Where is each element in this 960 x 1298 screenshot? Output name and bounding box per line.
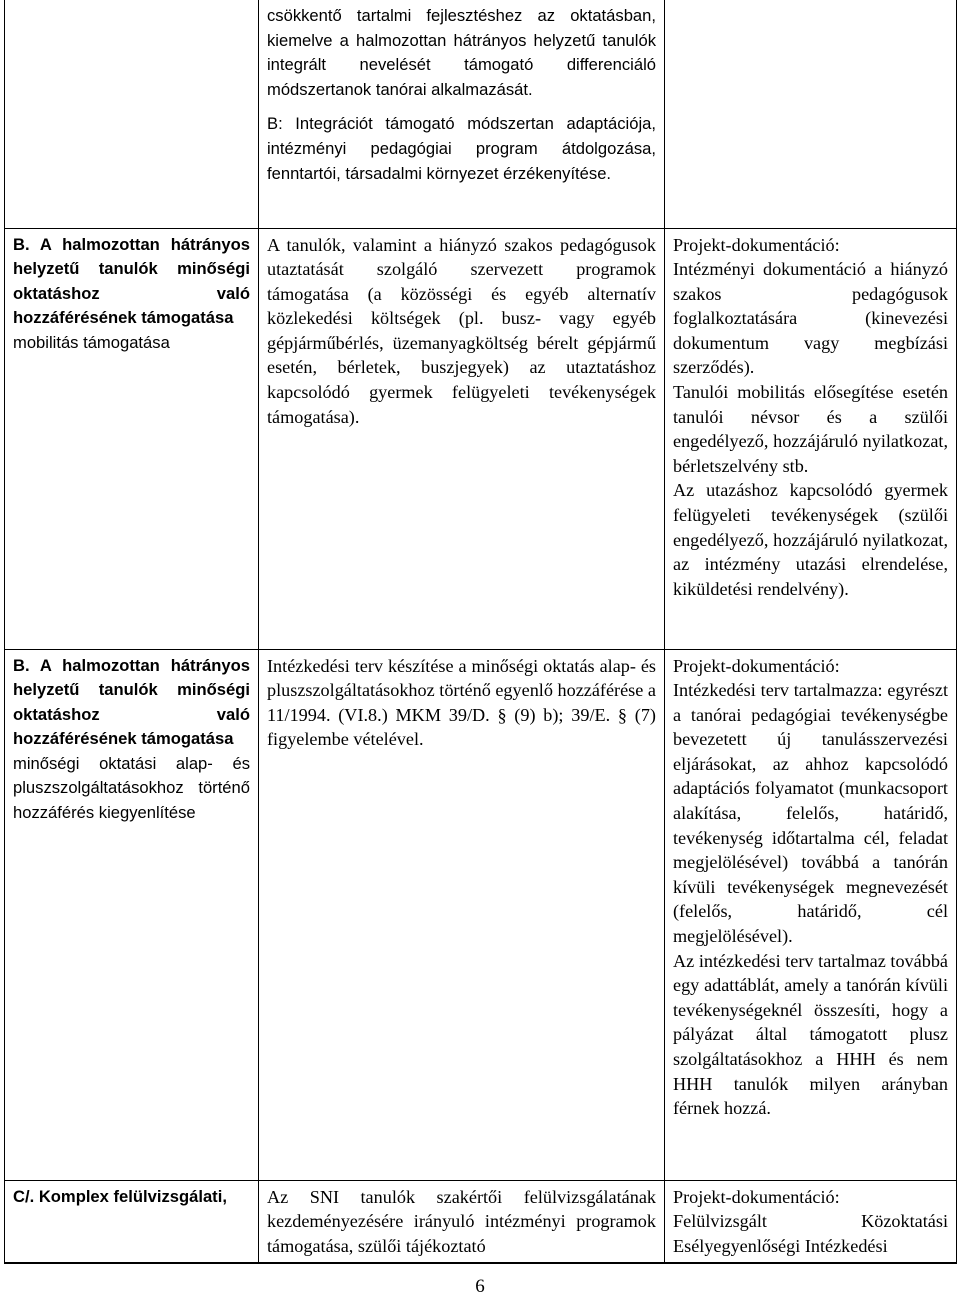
row-2-criterion-subtitle: minőségi oktatási alap- és pluszszolgáltatásokhoz történő hozzáférés kiegyenlítése	[13, 753, 250, 823]
row-2-doc-heading: Projekt-dokumentáció:	[673, 655, 840, 676]
row-2-activity-cell	[259, 649, 665, 1180]
row-0-activity-cell	[259, 0, 665, 228]
row-2-documentation-cell	[665, 649, 957, 1180]
row-3-documentation-cell	[665, 1180, 957, 1263]
row-3-criterion-title: C/. Komplex felülvizsgálati,	[13, 1186, 227, 1206]
row-2-doc-paragraph: Intézkedési terv tartalmazza: egyrészt a tanórai pedagógiai tevékenységbe bevezetett új tanulásszervezési eljárásokat, az ahhoz kapcsolódó adaptációs folyamatot (munkacsoport alakítása, felelős, határidő, tevékenység időtartalma cél, feladat megjelölésével) továbbá a tanórán kívüli tevékenységek megnevezését (felelős, határidő, cél megjelölésével).	[673, 680, 948, 947]
table-row	[5, 0, 957, 228]
page-number: 6	[475, 1276, 485, 1297]
row-1-doc-paragraph: Intézményi dokumentáció a hiányzó szakos pedagógusok foglalkoztatására (kinevezési dokumentum vagy megbízási szerződés).	[673, 259, 948, 378]
requirements-table	[4, 0, 957, 1264]
row-1-doc-paragraph: Tanulói mobilitás elősegítése esetén tanulói névsor és a szülői engedélyező, hozzájáruló nyilatkozat, bérletszelvény stb.	[673, 382, 948, 476]
row-1-activity-cell	[259, 228, 665, 649]
row-1-criterion-subtitle: mobilitás támogatása	[13, 332, 170, 352]
row-3-doc-heading: Projekt-dokumentáció:	[673, 1186, 840, 1207]
row-0-activity-paragraph: csökkentő tartalmi fejlesztéshez az oktatásban, kiemelve a halmozottan hátrányos helyzetű tanulók integrált nevelését támogató differenciáló módszertanok tanórai alkalmazását.	[267, 6, 656, 99]
row-0-criterion-cell	[5, 0, 259, 228]
table-row	[5, 228, 957, 649]
row-3-doc-paragraph: Felülvizsgált Közoktatási Esélyegyenlőségi Intézkedési	[673, 1211, 948, 1256]
row-3-activity-cell	[259, 1180, 665, 1263]
row-1-documentation-cell	[665, 228, 957, 649]
row-0-activity-paragraph: B: Integrációt támogató módszertan adaptációja, intézményi pedagógiai program átdolgozása, fenntartói, társadalmi környezet érzékenyítése.	[267, 114, 656, 183]
table-row	[5, 1180, 957, 1263]
row-2-criterion-cell	[5, 649, 259, 1180]
row-2-criterion-title: B. A halmozottan hátrányos helyzetű tanulók minőségi oktatáshoz való hozzáférésének támogatása	[13, 655, 250, 749]
row-1-criterion-title: B. A halmozottan hátrányos helyzetű tanulók minőségi oktatáshoz való hozzáférésének támogatása	[13, 234, 250, 328]
row-2-activity-paragraph: Intézkedési terv készítése a minőségi oktatás alap- és pluszszolgáltatásokhoz történő egyenlő hozzáférése a 11/1994. (VI.8.) MKM 39/D. § (9) b); 39/E. § (7) figyelembe vételével.	[267, 655, 656, 750]
row-1-criterion-cell	[5, 228, 259, 649]
row-1-activity-paragraph: A tanulók, valamint a hiányzó szakos pedagógusok utaztatását szolgáló szervezett programok támogatása (a közösségi és egyéb alternatív közlekedési költségek (pl. busz- vagy egyéb gépjárműbérlés, üzemanyagköltség bérelt gépjármű esetén, bérletek, buszjegyek) az utaztatáshoz kapcsolódó gyermek felügyeleti tevékenységek támogatása).	[267, 234, 656, 427]
row-0-documentation-cell	[665, 0, 957, 228]
row-3-criterion-cell	[5, 1180, 259, 1263]
row-3-activity-paragraph: Az SNI tanulók szakértői felülvizsgálatának kezdeményezésére irányuló intézményi programok támogatása, szülői tájékoztató	[267, 1186, 656, 1256]
row-1-doc-paragraph: Az utazáshoz kapcsolódó gyermek felügyeleti tevékenységek (szülői engedélyező, hozzájáruló nyilatkozat, az intézmény utazási elrendelése, kiküldetési rendelvény).	[673, 480, 948, 599]
table-row	[5, 649, 957, 1180]
row-2-doc-paragraph: Az intézkedési terv tartalmaz továbbá egy adattáblát, amely a tanórán kívüli tevékenységeknél összesíti, hogy a pályázat által támogatott plusz szolgáltatásokhoz a HHH és nem HHH tanulók milyen arányban férnek hozzá.	[673, 950, 948, 1119]
row-1-doc-heading: Projekt-dokumentáció:	[673, 234, 840, 255]
